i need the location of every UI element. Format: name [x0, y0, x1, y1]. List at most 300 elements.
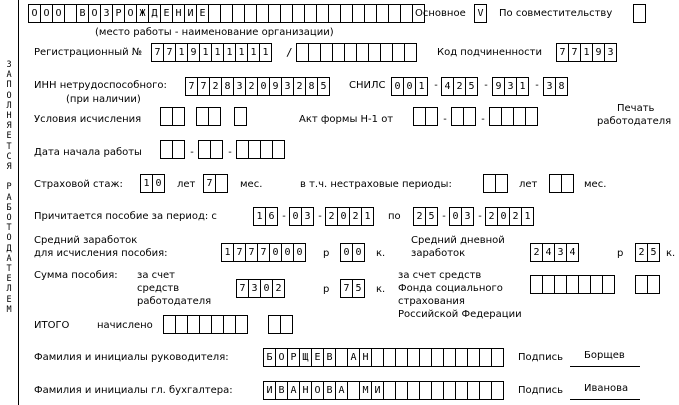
- snils-part1-cells[interactable]: [391, 77, 428, 96]
- cell: 1: [200, 43, 212, 62]
- cell: 1: [224, 43, 236, 62]
- noninsurance-months-unit: мес.: [584, 179, 607, 190]
- cell: 0: [404, 77, 416, 96]
- cell: 3: [234, 77, 246, 96]
- cell: 4: [441, 77, 454, 96]
- cell: Е: [161, 4, 173, 23]
- cell: 2: [485, 207, 498, 226]
- cell: 1: [517, 77, 529, 96]
- benefit-employer-rub-unit: р: [323, 284, 330, 295]
- cell: [384, 348, 396, 367]
- cell: [502, 107, 514, 126]
- cell: [336, 348, 348, 367]
- sidebar-letter: А: [6, 192, 12, 203]
- main-job-checkbox[interactable]: [474, 4, 487, 23]
- cell: 8: [222, 77, 234, 96]
- cell: 0: [282, 243, 294, 262]
- cell: 9: [593, 43, 605, 62]
- cell: [233, 4, 245, 23]
- cell: О: [28, 4, 41, 23]
- cell: И: [263, 381, 276, 400]
- cell: [209, 4, 221, 23]
- experience-months-cells[interactable]: [203, 174, 228, 193]
- head-signature-line: [570, 366, 640, 367]
- cell: [603, 275, 615, 294]
- start-date-label: Дата начала работы: [34, 147, 142, 158]
- period-from-day-cells[interactable]: [253, 207, 278, 226]
- accountant-name-label: Фамилия и инициалы гл. бухгалтера:: [34, 385, 233, 396]
- period-from-month-cells[interactable]: [289, 207, 314, 226]
- sidebar-letter: А: [6, 253, 12, 264]
- cell: З: [101, 4, 113, 23]
- sidebar-vertical-label: [3, 60, 15, 315]
- benefit-fss-rub-cells[interactable]: [530, 275, 615, 294]
- start-month-cells[interactable]: [198, 140, 223, 159]
- cell: [456, 348, 468, 367]
- secondary-job-checkbox[interactable]: [633, 4, 646, 23]
- period-to-year-cells[interactable]: [485, 207, 534, 226]
- cell: [396, 348, 408, 367]
- cell: [357, 43, 369, 62]
- snils-part3-cells[interactable]: [492, 77, 529, 96]
- cell: [543, 275, 555, 294]
- conditions-cells-3[interactable]: [234, 107, 247, 126]
- cell: [369, 43, 381, 62]
- sidebar-letter: Е: [6, 131, 12, 142]
- cell: [257, 4, 269, 23]
- period-label: Причитается пособие за период: с: [34, 211, 217, 222]
- benefit-fss-label2: Фонда социального: [398, 283, 503, 294]
- inn-label: ИНН нетрудоспособного:: [34, 80, 167, 91]
- cell: 2: [350, 207, 362, 226]
- period-to-day-cells[interactable]: [413, 207, 438, 226]
- cell: [514, 107, 526, 126]
- act-year-cells[interactable]: [489, 107, 538, 126]
- cell: [209, 107, 221, 126]
- cell: 2: [294, 77, 306, 96]
- accountant-name-cells[interactable]: [263, 381, 504, 400]
- cell: [396, 381, 408, 400]
- cell: [648, 275, 660, 294]
- cell: 0: [261, 279, 273, 298]
- period-to-dash-1: -: [441, 211, 448, 222]
- cell: [309, 43, 321, 62]
- cell: [160, 140, 173, 159]
- cell: 7: [569, 43, 581, 62]
- avg-earnings-kop-cells[interactable]: [340, 243, 365, 262]
- cell: [353, 4, 365, 23]
- cell: [365, 4, 377, 23]
- cell: 1: [212, 43, 224, 62]
- cell: 1: [522, 207, 534, 226]
- period-to-dash-2: -: [477, 211, 484, 222]
- cell: [635, 275, 648, 294]
- cell: 0: [498, 207, 510, 226]
- cell: [444, 348, 456, 367]
- cell: В: [77, 4, 89, 23]
- cell: [526, 107, 538, 126]
- cell: 7: [185, 77, 198, 96]
- cell: [261, 140, 273, 159]
- act-dash-2: -: [480, 114, 487, 125]
- cell: О: [276, 348, 288, 367]
- cell: [273, 140, 285, 159]
- conditions-cells-2[interactable]: [196, 107, 221, 126]
- benefit-employer-kop-unit: к.: [376, 284, 386, 295]
- cell: 1: [236, 43, 248, 62]
- start-dash-2: -: [227, 147, 234, 158]
- cell: [281, 315, 293, 334]
- cell: В: [324, 381, 336, 400]
- experience-years-unit: лет: [177, 179, 196, 190]
- benefit-employer-label1: за счет: [137, 270, 176, 281]
- cell: 7: [340, 279, 353, 298]
- cell: 0: [449, 207, 462, 226]
- benefit-fss-label4: Российской Федерации: [398, 309, 522, 320]
- avg-earnings-kop-unit: к.: [376, 248, 386, 259]
- registration-label: Регистрационный №: [34, 47, 143, 58]
- main-job-label: Основное: [415, 8, 466, 19]
- registration-number-cells[interactable]: [151, 43, 272, 62]
- cell: [483, 174, 496, 193]
- subordination-label: Код подчиненности: [437, 47, 542, 58]
- period-from-dash-2: -: [317, 211, 324, 222]
- avg-earnings-rub-unit: р: [323, 248, 330, 259]
- sidebar-letter: Б: [6, 202, 12, 213]
- cell: 1: [176, 43, 188, 62]
- cell: [305, 4, 317, 23]
- cell: Р: [113, 4, 125, 23]
- cell: [480, 381, 492, 400]
- cell: 2: [530, 243, 543, 262]
- cell: [268, 315, 281, 334]
- sidebar-letter: Т: [6, 141, 12, 152]
- cell: [224, 315, 236, 334]
- sidebar-letter: Е: [6, 274, 12, 285]
- cell: 2: [325, 207, 338, 226]
- snils-label: СНИЛС: [349, 80, 386, 91]
- cell: [456, 381, 468, 400]
- sidebar-letter: Я: [6, 121, 12, 132]
- cell: [413, 107, 426, 126]
- cell: 3: [605, 43, 617, 62]
- daily-earnings-label2: заработок: [411, 248, 466, 259]
- act-month-cells[interactable]: [451, 107, 476, 126]
- cell: О: [312, 381, 324, 400]
- noninsurance-months-cells[interactable]: [549, 174, 574, 193]
- benefit-employer-label3: работодателя: [137, 296, 212, 307]
- cell: 0: [153, 174, 165, 193]
- cell: [408, 381, 420, 400]
- cell: [212, 315, 224, 334]
- cell: 3: [505, 77, 517, 96]
- cell: 7: [556, 43, 569, 62]
- secondary-job-label: По совместительству: [499, 8, 613, 19]
- sidebar-letter: Е: [6, 294, 12, 305]
- conditions-label: Условия исчисления: [34, 114, 142, 125]
- cell: [444, 381, 456, 400]
- cell: Е: [312, 348, 324, 367]
- cell: Е: [197, 4, 209, 23]
- period-to-label: по: [388, 211, 401, 222]
- total-kop-cells[interactable]: [268, 315, 293, 334]
- cell: [567, 275, 579, 294]
- sidebar-letter: [6, 172, 11, 182]
- cell: 3: [555, 243, 567, 262]
- daily-earnings-kop-cells[interactable]: [635, 243, 660, 262]
- cell: Р: [288, 348, 300, 367]
- head-name-cells[interactable]: [263, 348, 504, 367]
- cell: 2: [510, 207, 522, 226]
- cell: Д: [149, 4, 161, 23]
- cell: [555, 275, 567, 294]
- noninsurance-years-cells[interactable]: [483, 174, 508, 193]
- sidebar-letter: О: [6, 233, 12, 244]
- accountant-signature-line: [570, 399, 640, 400]
- cell: [188, 315, 200, 334]
- noninsurance-years-unit: лет: [519, 179, 538, 190]
- cell: В: [324, 348, 336, 367]
- cell: [269, 4, 281, 23]
- cell: 0: [289, 207, 302, 226]
- cell: [245, 4, 257, 23]
- cell: [381, 43, 393, 62]
- cell: [216, 174, 228, 193]
- daily-earnings-kop-unit: к.: [666, 248, 676, 259]
- head-signature[interactable]: Борщев: [584, 350, 625, 361]
- inn-sublabel: (при наличии): [66, 94, 141, 105]
- cell: 1: [416, 77, 428, 96]
- cell: [401, 4, 413, 23]
- cell: [549, 174, 562, 193]
- cell: [405, 43, 417, 62]
- cell: А: [348, 348, 360, 367]
- act-day-cells[interactable]: [413, 107, 438, 126]
- start-dash-1: -: [189, 147, 196, 158]
- cell: 8: [556, 77, 568, 96]
- benefit-employer-rub-cells[interactable]: [236, 279, 285, 298]
- cell: [432, 348, 444, 367]
- cell: О: [41, 4, 53, 23]
- cell: О: [53, 4, 65, 23]
- cell: [496, 174, 508, 193]
- act-dash-1: -: [442, 114, 449, 125]
- cell: [211, 140, 223, 159]
- cell: [393, 43, 405, 62]
- cell: 0: [338, 207, 350, 226]
- cell: 0: [270, 243, 282, 262]
- cell: [468, 381, 480, 400]
- cell: Ж: [137, 4, 149, 23]
- sidebar-letter: Р: [6, 182, 12, 193]
- cell: [281, 4, 293, 23]
- cell: [464, 107, 476, 126]
- cell: 5: [353, 279, 365, 298]
- cell: 0: [391, 77, 404, 96]
- sidebar-letter: Я: [6, 162, 12, 173]
- cell: 7: [164, 43, 176, 62]
- benefit-employer-kop-cells[interactable]: [340, 279, 365, 298]
- cell: 2: [246, 77, 258, 96]
- avg-earnings-label1: Средний заработок: [34, 235, 138, 246]
- daily-earnings-rub-cells[interactable]: [530, 243, 579, 262]
- cell: 1: [362, 207, 374, 226]
- avg-earnings-rub-cells[interactable]: [221, 243, 306, 262]
- benefit-employer-label2: средств: [137, 283, 180, 294]
- cell: 5: [648, 243, 660, 262]
- start-day-cells[interactable]: [160, 140, 185, 159]
- snils-part4-cells[interactable]: [543, 77, 568, 96]
- total-rub-cells[interactable]: [163, 315, 248, 334]
- cell: 7: [236, 279, 249, 298]
- cell: [591, 275, 603, 294]
- cell: [345, 43, 357, 62]
- sidebar-letter: П: [6, 80, 12, 91]
- employer-name-cells[interactable]: [28, 4, 425, 23]
- cell: 0: [353, 243, 365, 262]
- cell: [317, 4, 329, 23]
- experience-label: Страховой стаж:: [34, 179, 123, 190]
- period-from-dash-1: -: [281, 211, 288, 222]
- cell: [173, 107, 185, 126]
- cell: 3: [282, 77, 294, 96]
- snils-dash-3: -: [534, 80, 541, 91]
- cell: 2: [454, 77, 466, 96]
- sidebar-letter: О: [6, 213, 12, 224]
- cell: [530, 275, 543, 294]
- cell: 7: [246, 243, 258, 262]
- cell: 9: [270, 77, 282, 96]
- accountant-signature[interactable]: Иванова: [584, 383, 629, 394]
- cell: И: [372, 381, 384, 400]
- cell: Б: [263, 348, 276, 367]
- cell: 5: [318, 77, 330, 96]
- cell: [562, 174, 574, 193]
- main-job-mark: V: [474, 4, 487, 23]
- daily-earnings-label1: Средний дневной: [411, 235, 505, 246]
- accountant-sign-label: Подпись: [518, 385, 563, 396]
- stamp-label-line2: работодателя: [597, 116, 672, 127]
- registration-slash: /: [286, 46, 293, 59]
- cell: И: [185, 4, 197, 23]
- cell: [384, 381, 396, 400]
- cell: 1: [260, 43, 272, 62]
- cell: 2: [635, 243, 648, 262]
- cell: [492, 381, 504, 400]
- sidebar-letter: Н: [6, 111, 12, 122]
- cell: [249, 140, 261, 159]
- cell: [420, 381, 432, 400]
- cell: [65, 4, 77, 23]
- cell: 1: [221, 243, 234, 262]
- cell: [236, 140, 249, 159]
- stamp-label-line1: Печать: [617, 103, 655, 114]
- period-from-year-cells[interactable]: [325, 207, 374, 226]
- cell: 1: [253, 207, 266, 226]
- cell: 3: [249, 279, 261, 298]
- period-to-month-cells[interactable]: [449, 207, 474, 226]
- sidebar-letter: С: [6, 151, 12, 162]
- cell: [176, 315, 188, 334]
- cell: 7: [151, 43, 164, 62]
- snils-dash-2: -: [483, 80, 490, 91]
- cell: 9: [492, 77, 505, 96]
- noninsurance-label: в т.ч. нестраховые периоды:: [300, 179, 452, 190]
- subordination-code-cells[interactable]: [556, 43, 617, 62]
- cell: [372, 348, 384, 367]
- cell: [480, 348, 492, 367]
- cell: О: [125, 4, 137, 23]
- cell: 8: [306, 77, 318, 96]
- cell: [173, 140, 185, 159]
- employer-caption: (место работы - наименование организации): [95, 27, 334, 38]
- cell: А: [336, 381, 348, 400]
- cell: [408, 348, 420, 367]
- cell: [426, 107, 438, 126]
- cell: А: [288, 381, 300, 400]
- benefit-fss-label3: страхования: [398, 296, 465, 307]
- cell: 7: [198, 77, 210, 96]
- cell: 4: [567, 243, 579, 262]
- start-year-cells[interactable]: [236, 140, 285, 159]
- cell: [234, 107, 247, 126]
- head-name-label: Фамилия и инициалы руководителя:: [34, 352, 229, 363]
- cell: [198, 140, 211, 159]
- snils-part2-cells[interactable]: [441, 77, 478, 96]
- benefit-fss-kop-cells[interactable]: [635, 275, 660, 294]
- cell: [432, 381, 444, 400]
- cell: О: [89, 4, 101, 23]
- experience-years-cells[interactable]: [140, 174, 165, 193]
- registration-extra-cells[interactable]: [296, 43, 417, 62]
- conditions-cells-1[interactable]: [160, 107, 185, 126]
- cell: 1: [581, 43, 593, 62]
- cell: [492, 348, 504, 367]
- cell: 6: [266, 207, 278, 226]
- cell: [333, 43, 345, 62]
- cell: [341, 4, 353, 23]
- cell: [200, 315, 212, 334]
- act-n1-label: Акт формы Н-1 от: [299, 114, 394, 125]
- cell: [293, 4, 305, 23]
- sidebar-letter: А: [6, 70, 12, 81]
- cell: 0: [258, 77, 270, 96]
- cell: [236, 315, 248, 334]
- daily-earnings-rub-unit: р: [617, 248, 624, 259]
- cell: [196, 107, 209, 126]
- sidebar-letter: Л: [6, 284, 12, 295]
- benefit-label: Сумма пособия:: [34, 270, 118, 281]
- cell: 5: [426, 207, 438, 226]
- inn-cells[interactable]: [185, 77, 330, 96]
- cell: 4: [543, 243, 555, 262]
- cell: 5: [466, 77, 478, 96]
- cell: [329, 4, 341, 23]
- cell: 3: [462, 207, 474, 226]
- benefit-fss-label1: за счет средств: [398, 270, 482, 281]
- cell: В: [276, 381, 288, 400]
- cell: [468, 348, 480, 367]
- sidebar-letter: Д: [6, 243, 12, 254]
- cell: 2: [210, 77, 222, 96]
- snils-dash-1: -: [433, 80, 440, 91]
- sidebar-letter: З: [6, 60, 12, 70]
- cell: Н: [300, 381, 312, 400]
- sidebar-letter: Л: [6, 100, 12, 111]
- total-label: ИТОГО: [34, 320, 70, 331]
- cell: [451, 107, 464, 126]
- avg-earnings-label2: для исчисления пособия:: [34, 248, 168, 259]
